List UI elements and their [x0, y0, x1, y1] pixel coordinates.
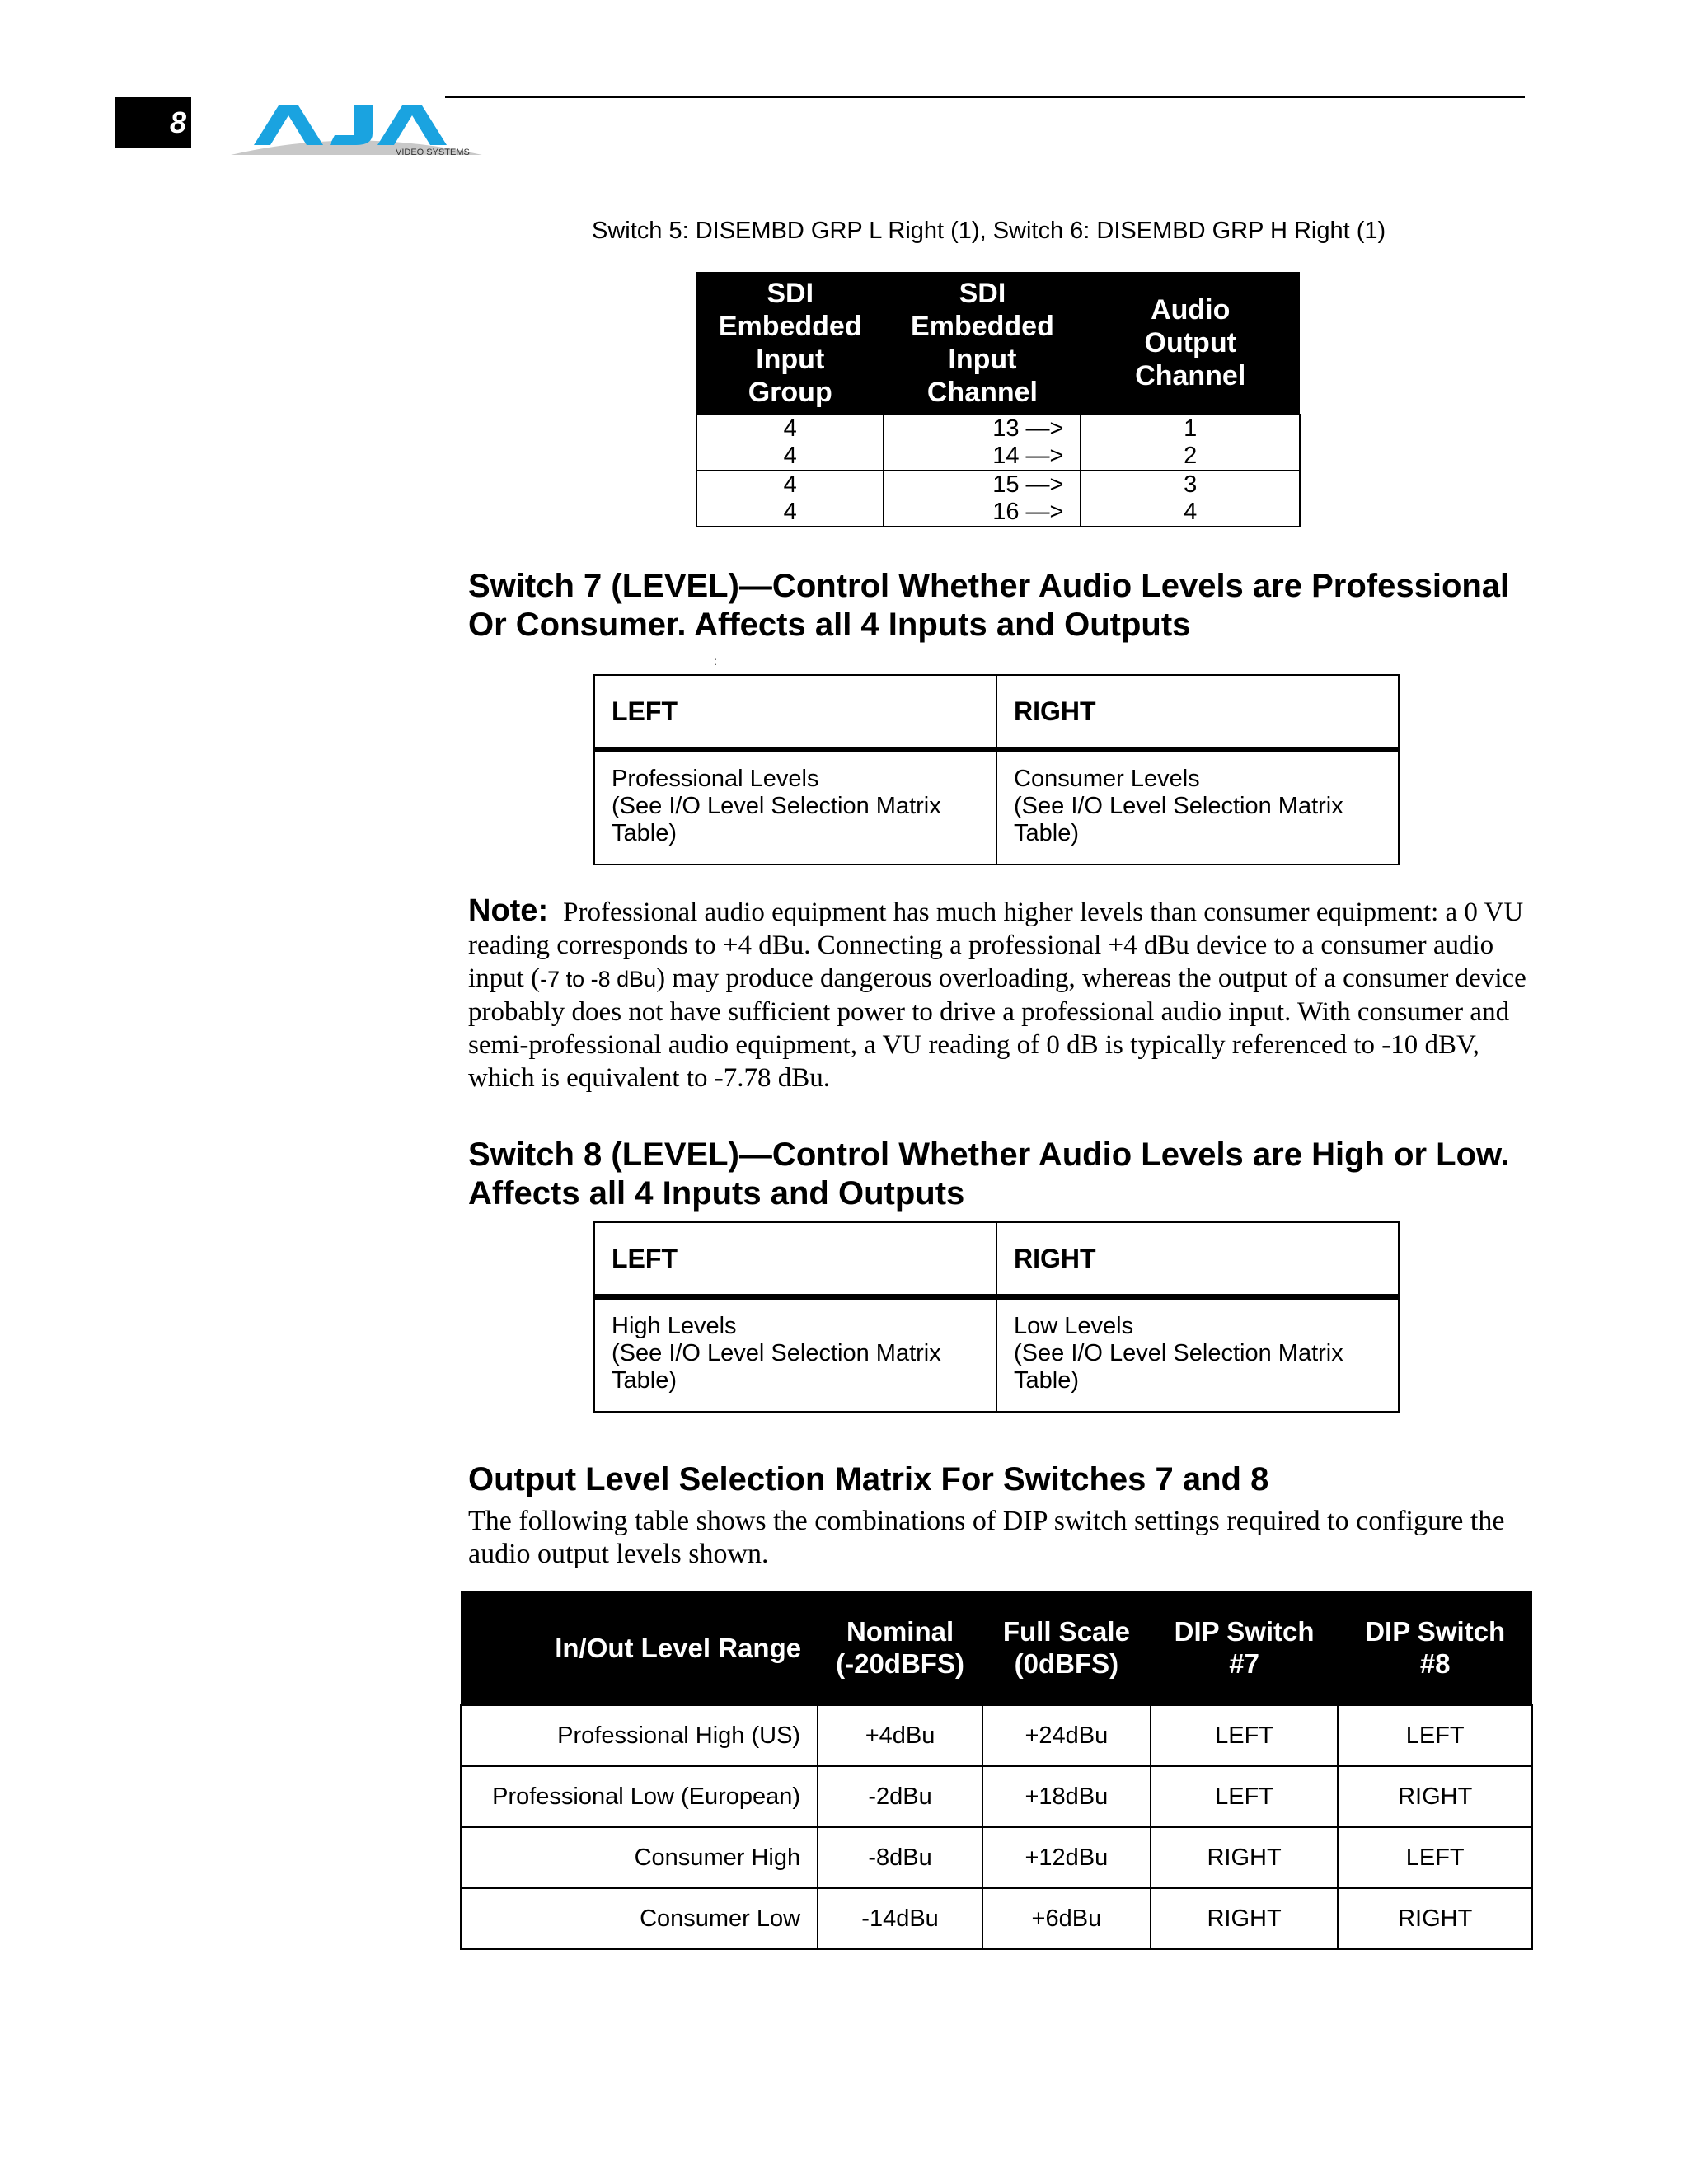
note-inline-range: -7 to -8 dBu	[540, 967, 657, 991]
matrix-header: Full Scale (0dBFS)	[982, 1591, 1151, 1705]
level-selection-matrix	[460, 1591, 1533, 1950]
channel-mapping-table	[696, 272, 1301, 527]
table-cell: RIGHT	[1151, 1827, 1339, 1888]
table-cell: 4 4	[696, 471, 884, 527]
left-header: LEFT	[594, 1222, 996, 1297]
left-cell	[594, 1297, 996, 1413]
table-cell: LEFT	[1338, 1827, 1532, 1888]
cell-line: (See I/O Level Selection Matrix	[612, 1340, 941, 1366]
note-text: ) may produce dangerous overloading, whereas the output of a consumer device probably does not have sufficient power to drive a professional audio input. With consumer and semi-professional audio equipment, a VU reading of 0 dB is typically referenced to -10 dBV, which is equivalent to -7.78 dBu.	[468, 963, 1526, 1093]
matrix-header: In/Out Level Range	[461, 1591, 818, 1705]
section-heading-line: Switch 7 (LEVEL)—Control Whether Audio Levels are Professional	[468, 568, 1510, 604]
table-row	[461, 1705, 1532, 1766]
table-row	[461, 1766, 1532, 1827]
table-cell: +12dBu	[982, 1827, 1151, 1888]
table-cell: RIGHT	[1151, 1888, 1339, 1949]
switch-7-table	[593, 674, 1400, 865]
table-cell: RIGHT	[1338, 1888, 1532, 1949]
right-cell	[996, 750, 1399, 865]
cell-line: (See I/O Level Selection Matrix	[612, 793, 941, 819]
page-number: 8	[169, 105, 186, 139]
table-1-caption: Switch 5: DISEMBD GRP L Right (1), Switch 6: DISEMBD GRP H Right (1)	[592, 218, 1386, 244]
table-cell: LEFT	[1151, 1705, 1339, 1766]
table-cell: +4dBu	[818, 1705, 982, 1766]
table-cell: -8dBu	[818, 1827, 982, 1888]
logo-subtext: VIDEO SYSTEMS	[396, 148, 470, 157]
table-1-header: Audio Output Channel	[1081, 272, 1300, 415]
section-heading-line: Or Consumer. Affects all 4 Inputs and Outputs	[468, 607, 1191, 643]
table-cell: Consumer Low	[461, 1888, 818, 1949]
table-cell: 1 2	[1081, 415, 1300, 471]
table-cell: -2dBu	[818, 1766, 982, 1827]
matrix-header: DIP Switch #7	[1151, 1591, 1339, 1705]
table-row	[696, 415, 1300, 471]
table-cell: +6dBu	[982, 1888, 1151, 1949]
table-cell: +18dBu	[982, 1766, 1151, 1827]
table-cell: 13 —> 14 —>	[884, 415, 1081, 471]
right-header: RIGHT	[996, 1222, 1399, 1297]
cell-line: High Levels	[612, 1313, 737, 1339]
section-8-heading	[468, 1136, 1510, 1213]
matrix-header: Nominal (-20dBFS)	[818, 1591, 982, 1705]
matrix-heading: Output Level Selection Matrix For Switches 7 and 8	[468, 1461, 1269, 1497]
stray-mark: :	[714, 654, 717, 668]
note-text: Professional audio equipment has much higher levels than consumer equipment: a 0 VU reading corresponds to +4 dBu. Connecting a professional +4 dBu device to a consumer audio input (	[468, 898, 1524, 993]
table-cell: Consumer High	[461, 1827, 818, 1888]
logo-letters	[254, 105, 447, 145]
table-cell: LEFT	[1338, 1705, 1532, 1766]
table-row	[594, 1297, 1399, 1413]
table-1-header: SDI Embedded Input Group	[696, 272, 884, 415]
table-cell: Professional High (US)	[461, 1705, 818, 1766]
matrix-header: DIP Switch #8	[1338, 1591, 1532, 1705]
cell-line: (See I/O Level Selection Matrix	[1014, 793, 1343, 819]
cell-line: Table)	[1014, 820, 1079, 846]
aja-logo	[231, 97, 482, 157]
section-heading-line: Affects all 4 Inputs and Outputs	[468, 1175, 965, 1212]
table-cell: LEFT	[1151, 1766, 1339, 1827]
table-cell: 3 4	[1081, 471, 1300, 527]
section-heading-line: Switch 8 (LEVEL)—Control Whether Audio Levels are High or Low.	[468, 1137, 1510, 1173]
cell-line: Table)	[1014, 1367, 1079, 1394]
table-cell: -14dBu	[818, 1888, 982, 1949]
header-rule	[445, 96, 1525, 98]
table-1-header: SDI Embedded Input Channel	[884, 272, 1081, 415]
table-row	[461, 1827, 1532, 1888]
table-row	[696, 471, 1300, 527]
note-label: Note:	[468, 893, 549, 928]
cell-line: Consumer Levels	[1014, 766, 1200, 792]
left-cell	[594, 750, 996, 865]
cell-line: Professional Levels	[612, 766, 819, 792]
cell-line: (See I/O Level Selection Matrix	[1014, 1340, 1343, 1366]
table-cell: RIGHT	[1338, 1766, 1532, 1827]
table-row	[594, 750, 1399, 865]
right-header: RIGHT	[996, 675, 1399, 750]
cell-line: Low Levels	[1014, 1313, 1134, 1339]
table-cell: 4 4	[696, 415, 884, 471]
left-header: LEFT	[594, 675, 996, 750]
table-cell: +24dBu	[982, 1705, 1151, 1766]
cell-line: Table)	[612, 820, 677, 846]
matrix-intro: The following table shows the combinations of DIP switch settings required to configure the audio output levels shown.	[468, 1506, 1505, 1569]
table-cell: Professional Low (European)	[461, 1766, 818, 1827]
switch-8-table	[593, 1221, 1400, 1413]
right-cell	[996, 1297, 1399, 1413]
note-paragraph	[468, 894, 1531, 1094]
table-row	[461, 1888, 1532, 1949]
table-cell: 15 —> 16 —>	[884, 471, 1081, 527]
cell-line: Table)	[612, 1367, 677, 1394]
section-7-heading	[468, 567, 1509, 644]
